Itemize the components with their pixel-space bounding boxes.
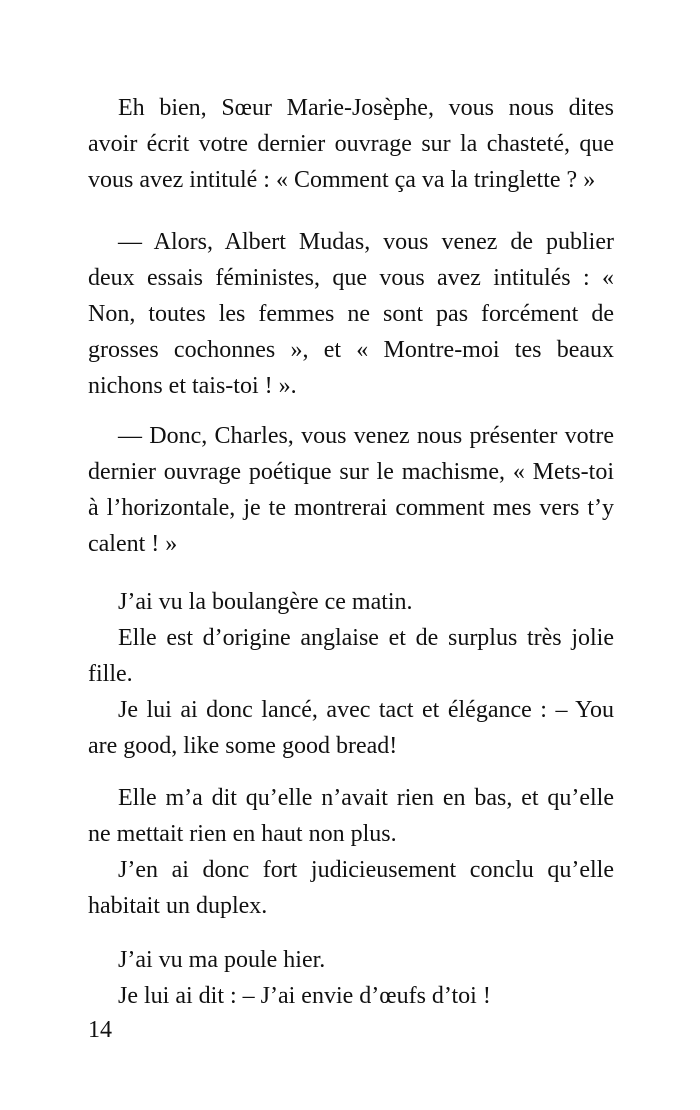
paragraph-block-duplex <box>88 780 614 924</box>
paragraph-block-boulangere <box>88 584 614 764</box>
paragraph: J’ai vu ma poule hier. <box>118 947 326 973</box>
paragraph-block-charles <box>88 418 614 562</box>
paragraph: Elle m’a dit qu’elle n’avait rien en bas, et qu’elle ne mettait rien en haut non plus. <box>88 785 614 847</box>
paragraph-block-soeur <box>88 90 614 198</box>
paragraph-block-poule <box>88 942 614 1014</box>
paragraph-block-albert <box>88 224 614 404</box>
paragraph: Je lui ai dit : – J’ai envie d’œufs d’toi ! <box>118 983 491 1009</box>
page-number: 14 <box>88 1017 112 1043</box>
paragraph: J’en ai donc fort judicieusement conclu qu’elle habitait un duplex. <box>88 857 614 919</box>
paragraph: — Donc, Charles, vous venez nous présenter votre dernier ouvrage poétique sur le machisme, « Mets-toi à l’horizontale, je te montrerai comment mes vers t’y calent ! » <box>88 423 614 557</box>
paragraph: — Alors, Albert Mudas, vous venez de publier deux essais féministes, que vous avez intitulés : « Non, toutes les femmes ne sont pas forcément de grosses cochonnes », et « Montre-moi tes beaux nichons et tais-toi ! ». <box>88 229 614 399</box>
paragraph: Eh bien, Sœur Marie-Josèphe, vous nous dites avoir écrit votre dernier ouvrage sur la chasteté, que vous avez intitulé : « Comment ça va la tringlette ? » <box>88 95 614 193</box>
paragraph: Elle est d’origine anglaise et de surplus très jolie fille. <box>88 625 614 687</box>
paragraph: J’ai vu la boulangère ce matin. <box>118 589 413 615</box>
paragraph: Je lui ai donc lancé, avec tact et élégance : – You are good, like some good bread! <box>88 697 614 759</box>
